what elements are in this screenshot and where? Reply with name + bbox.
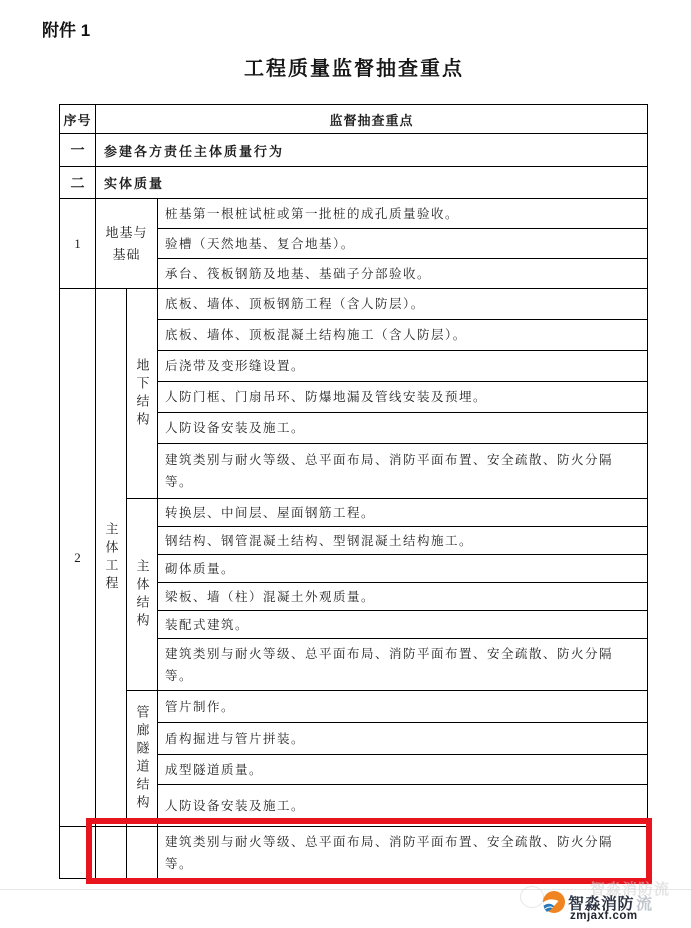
table-row: 验槽（天然地基、复合地基）。 [158,229,648,259]
subgroup-tunnel [127,691,158,827]
section-1-title: 参建各方责任主体质量行为 [96,134,648,167]
group-foundation-category: 地基与基础 [96,199,158,289]
watermark-ghost-circle [520,886,544,908]
attachment-label: 附件 1 [42,21,91,40]
section-2-title: 实体质量 [96,167,648,199]
subgroup-main-structure-label: 主体结构 [134,558,150,631]
watermark-ghost-text: 智淼消防流 [589,881,670,898]
header-cell-no: 序号 [60,105,96,134]
document-title: 工程质量监督抽查重点 [244,58,464,80]
table-row: 建筑类别与耐火等级、总平面布局、消防平面布置、安全疏散、防火分隔等。 [158,444,648,499]
group-foundation-no: 1 [60,199,96,289]
watermark-brand-suffix: 流 [636,895,653,913]
inspection-table [59,104,648,879]
table-row: 人防设备安装及施工。 [158,785,648,827]
watermark-domain-text: zmjaxf.com [570,910,638,922]
table-row: 管片制作。 [158,691,648,723]
table-row: 钢结构、钢管混凝土结构、型钢混凝土结构施工。 [158,527,648,555]
table-row: 盾构掘进与管片拼装。 [158,723,648,755]
highlighted-row-text: 建筑类别与耐火等级、总平面布局、消防平面布置、安全疏散、防火分隔等。 [158,827,648,879]
table-row: 建筑类别与耐火等级、总平面布局、消防平面布置、安全疏散、防火分隔等。 [158,639,648,691]
header-cell-focus: 监督抽查重点 [96,105,648,134]
highlighted-row-empty-cell [127,827,158,879]
subgroup-underground [127,289,158,499]
group-main-category-label: 主体工程 [103,521,119,594]
table-row: 人防设备安装及施工。 [158,413,648,444]
table-row: 人防门框、门扇吊环、防爆地漏及管线安装及预埋。 [158,382,648,413]
subgroup-underground-label: 地下结构 [134,357,150,430]
highlighted-row-empty-cell [96,827,127,879]
group-main-category [96,289,127,827]
subgroup-tunnel-label: 管廊隧道结构 [134,704,150,813]
table-row: 装配式建筑。 [158,611,648,639]
table-row: 底板、墙体、顶板混凝土结构施工（含人防层）。 [158,320,648,351]
zhimiao-logo-icon [542,890,566,914]
site-watermark [518,881,688,928]
table-row: 承台、筏板钢筋及地基、基础子分部验收。 [158,259,648,289]
watermark-brand-text: 智淼消防 [568,895,635,913]
subgroup-main-structure [127,499,158,691]
table-row: 成型隧道质量。 [158,755,648,785]
table-row: 桩基第一根桩试桩或第一批桩的成孔质量验收。 [158,199,648,229]
table-row: 梁板、墙（柱）混凝土外观质量。 [158,583,648,611]
table-row: 砌体质量。 [158,555,648,583]
highlighted-row-empty-cell [60,827,96,879]
table-row: 后浇带及变形缝设置。 [158,351,648,382]
section-2-no: 二 [60,167,96,199]
table-row: 底板、墙体、顶板钢筋工程（含人防层）。 [158,289,648,320]
group-main-no: 2 [60,289,96,827]
section-1-no: 一 [60,134,96,167]
table-row: 转换层、中间层、屋面钢筋工程。 [158,499,648,527]
